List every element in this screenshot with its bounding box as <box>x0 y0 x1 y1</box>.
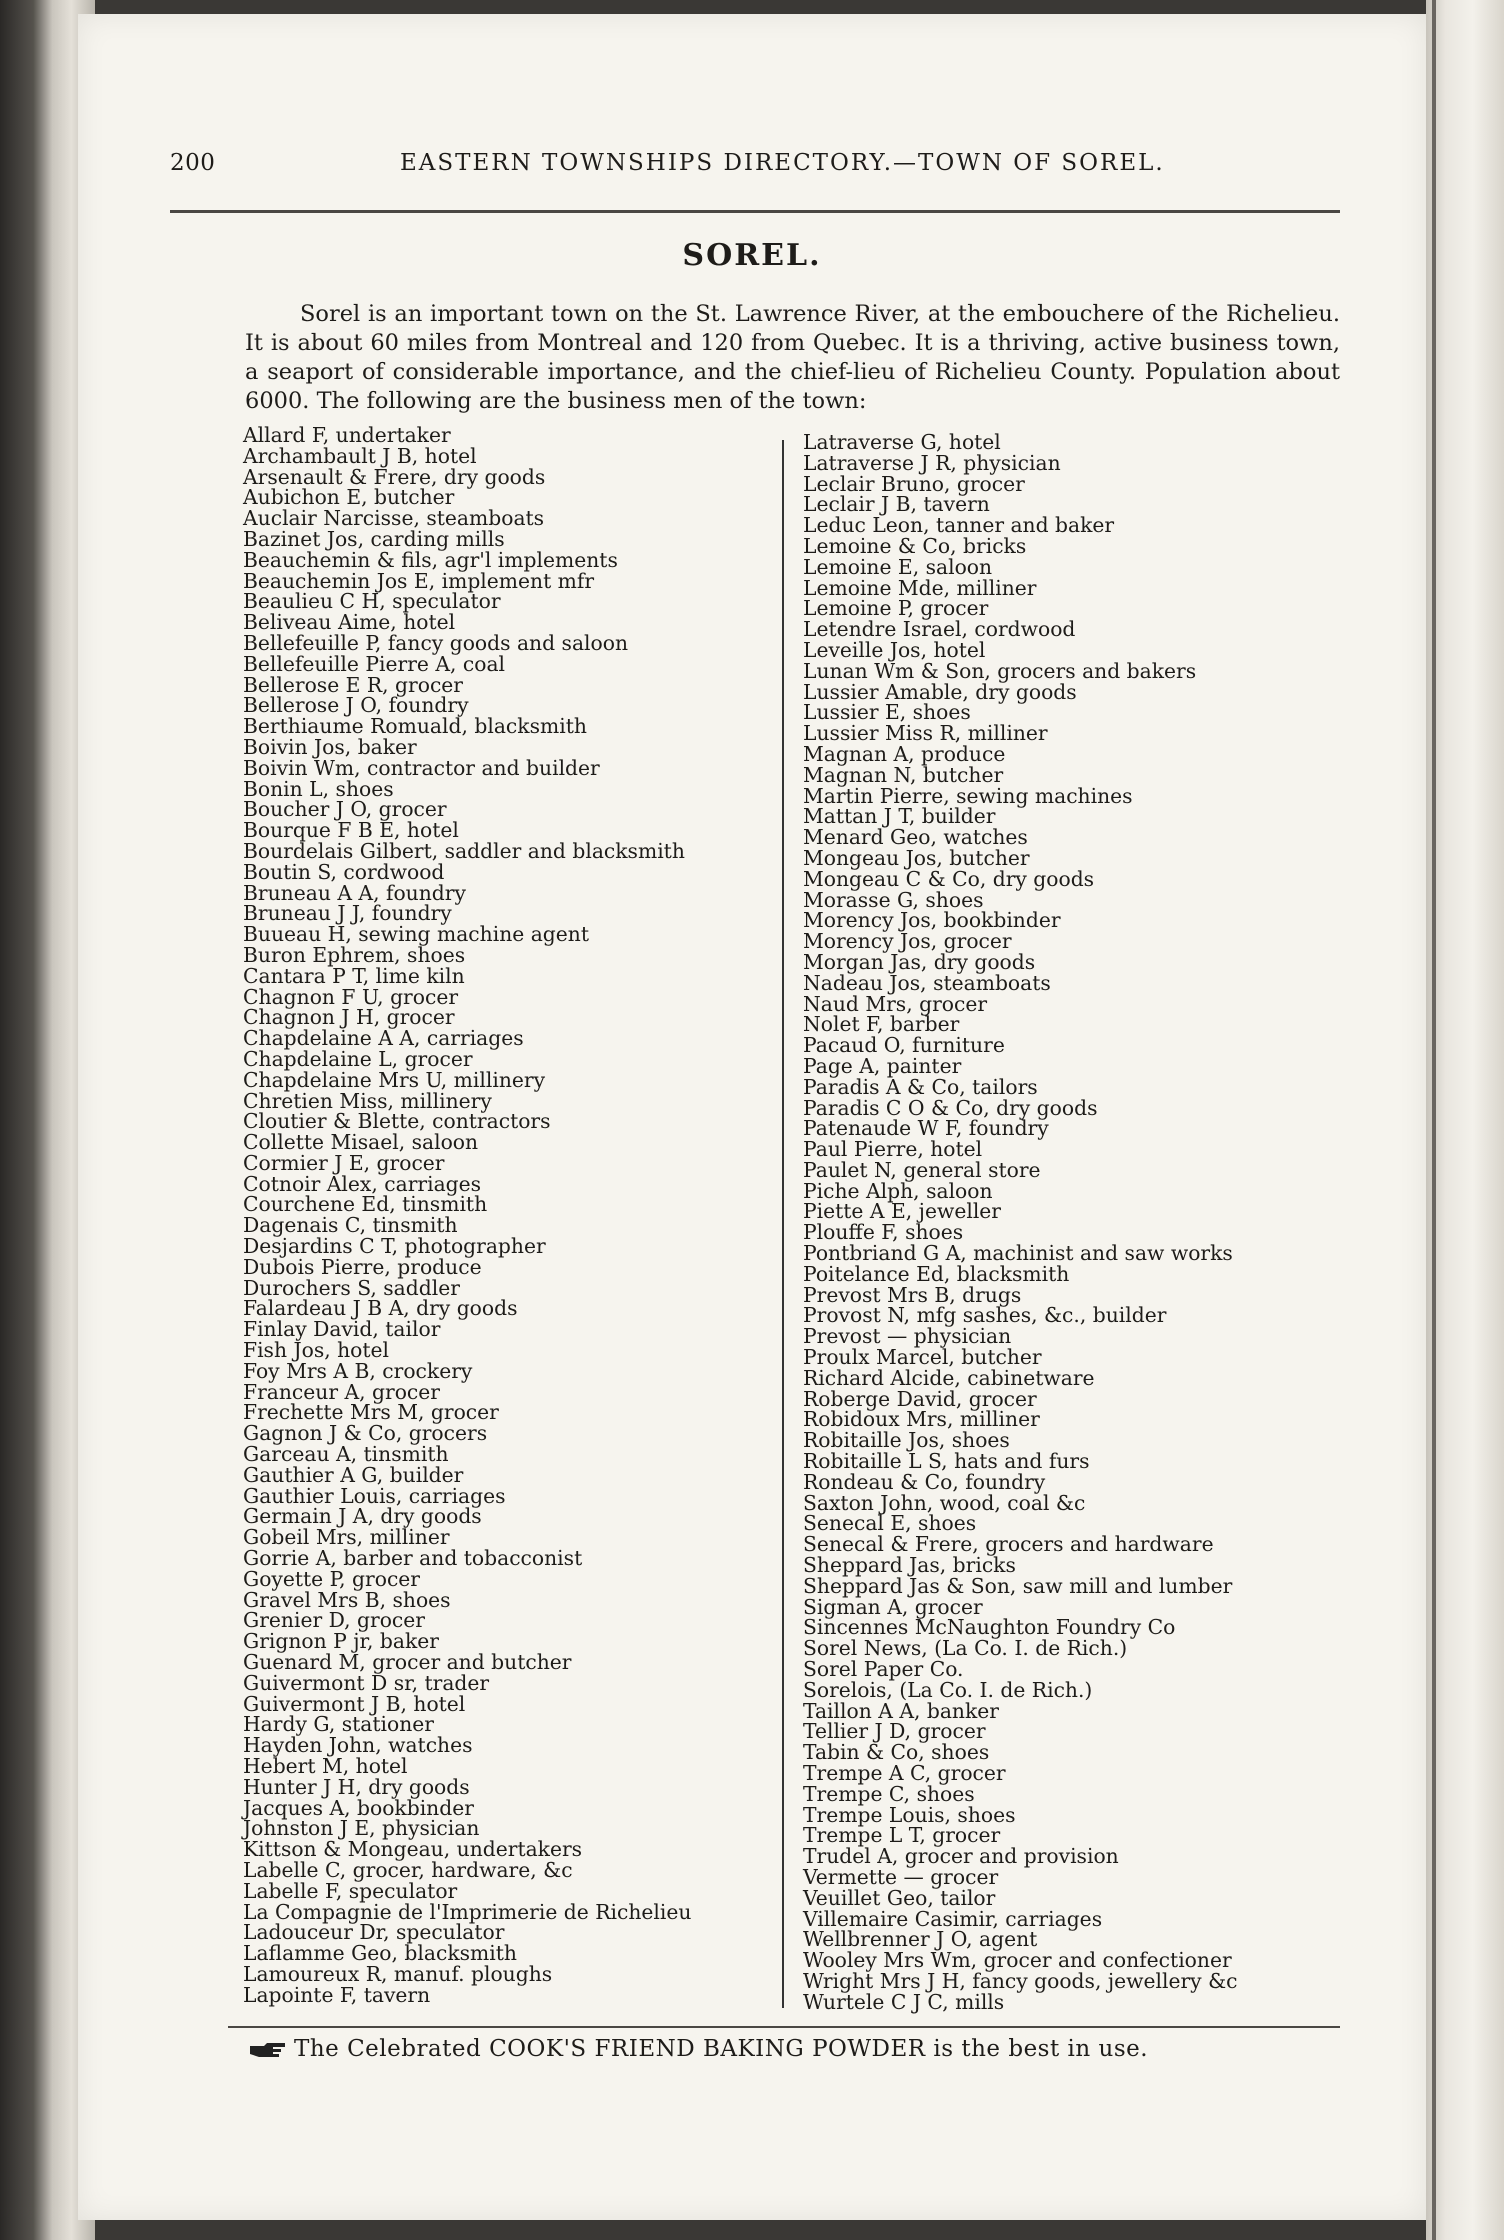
directory-entry: Beliveau Aime, hotel <box>243 610 456 635</box>
directory-entry: Leclair J B, tavern <box>803 492 990 517</box>
directory-entry: Lussier Amable, dry goods <box>803 679 1077 704</box>
directory-entry: Dubois Pierre, produce <box>243 1254 482 1279</box>
directory-entry: Chretien Miss, millinery <box>243 1088 492 1113</box>
directory-entry: Boivin Wm, contractor and builder <box>243 755 600 780</box>
directory-entry: Magnan N, butcher <box>803 762 1004 787</box>
directory-entry: Lemoine P, grocer <box>803 596 989 621</box>
directory-entry: Naud Mrs, grocer <box>803 991 988 1016</box>
directory-entry: Desjardins C T, photographer <box>243 1234 546 1259</box>
directory-entry: Tabin & Co, shoes <box>803 1740 990 1765</box>
directory-entry: Cormier J E, grocer <box>243 1150 445 1175</box>
running-header <box>170 148 1345 188</box>
footer-rule <box>228 2026 1340 2028</box>
directory-entry: Sheppard Jas, bricks <box>803 1553 1016 1578</box>
directory-entry: Labelle F, speculator <box>243 1878 458 1903</box>
directory-entry: Bonin L, shoes <box>243 776 394 801</box>
directory-entry: Berthiaume Romuald, blacksmith <box>243 714 587 739</box>
directory-entry: Boucher J O, grocer <box>243 797 447 822</box>
directory-entry: Pacaud O, furniture <box>803 1033 1005 1058</box>
directory-entry: Boivin Jos, baker <box>243 734 417 759</box>
header-title: EASTERN TOWNSHIPS DIRECTORY.—TOWN OF SOREL. <box>400 150 1165 176</box>
directory-entry: Taillon A A, banker <box>803 1698 999 1723</box>
directory-entry: Paulet N, general store <box>803 1157 1041 1182</box>
directory-entry: Lunan Wm & Son, grocers and bakers <box>803 658 1197 683</box>
directory-entry: Germain J A, dry goods <box>243 1504 482 1529</box>
directory-entry: Johnston J E, physician <box>243 1816 480 1841</box>
directory-entry: Allard F, undertaker <box>243 423 451 447</box>
directory-entry: Grenier D, grocer <box>243 1608 425 1633</box>
directory-entry: Laflamme Geo, blacksmith <box>243 1941 517 1966</box>
directory-entry: Frechette Mrs M, grocer <box>243 1400 499 1425</box>
directory-entry: Hebert M, hotel <box>243 1754 408 1778</box>
directory-entry: Dagenais C, tinsmith <box>243 1213 458 1238</box>
page-number: 200 <box>170 150 216 176</box>
directory-entry: Saxton John, wood, coal &c <box>803 1490 1086 1515</box>
directory-entry: Chagnon F U, grocer <box>243 984 459 1009</box>
directory-entry: Sincennes McNaughton Foundry Co <box>803 1615 1176 1640</box>
directory-entry: Page A, painter <box>803 1053 962 1078</box>
directory-entry: Aubichon E, butcher <box>243 485 455 510</box>
directory-entry: Leduc Leon, tanner and baker <box>803 513 1115 538</box>
directory-entry: Trempe Louis, shoes <box>803 1802 1016 1827</box>
directory-entry: Senecal & Frere, grocers and hardware <box>803 1532 1214 1557</box>
directory-entry: Wellbrenner J O, agent <box>803 1927 1038 1952</box>
directory-entry: Guivermont J B, hotel <box>243 1691 466 1716</box>
directory-entry: Prevost Mrs B, drugs <box>803 1282 1022 1307</box>
directory-entry: Ladouceur Dr, speculator <box>243 1920 505 1945</box>
directory-entry: Trempe A C, grocer <box>803 1761 1006 1785</box>
directory-entry: Guenard M, grocer and butcher <box>243 1650 572 1675</box>
directory-entry: Bourque F B E, hotel <box>243 818 459 843</box>
directory-entry: Chagnon J H, grocer <box>243 1005 455 1030</box>
directory-entry: Proulx Marcel, butcher <box>803 1345 1042 1370</box>
directory-entry: Robitaille Jos, shoes <box>803 1428 1010 1453</box>
directory-entry: Beaulieu C H, speculator <box>243 589 501 614</box>
directory-entry: Sheppard Jas & Son, saw mill and lumber <box>803 1573 1233 1598</box>
directory-entry: Garceau A, tinsmith <box>243 1442 449 1467</box>
directory-entry: Paul Pierre, hotel <box>803 1137 983 1162</box>
directory-entry: Gobeil Mrs, milliner <box>243 1525 450 1550</box>
directory-entry: Kittson & Mongeau, undertakers <box>243 1837 583 1862</box>
directory-entry: Labelle C, grocer, hardware, &c <box>243 1857 573 1882</box>
directory-entry: Piette A E, jeweller <box>803 1199 1001 1224</box>
directory-entry: Sigman A, grocer <box>803 1594 983 1619</box>
directory-entry: Nolet F, barber <box>803 1012 960 1037</box>
directory-entry: Cotnoir Alex, carriages <box>243 1171 482 1196</box>
directory-entry: Patenaude W F, foundry <box>803 1116 1049 1141</box>
directory-entry: Beauchemin Jos E, implement mfr <box>243 568 595 593</box>
directory-entry: Durochers S, saddler <box>243 1275 460 1300</box>
directory-entry: Mattan J T, builder <box>803 804 996 829</box>
directory-entry: Bazinet Jos, carding mills <box>243 526 505 551</box>
directory-entry: Piche Alph, saloon <box>803 1178 993 1203</box>
directory-entry: Paradis C O & Co, dry goods <box>803 1095 1098 1120</box>
intro-paragraph <box>245 300 1340 416</box>
directory-entry: Finlay David, tailor <box>243 1317 441 1342</box>
directory-entry: Grignon P jr, baker <box>243 1629 439 1654</box>
directory-entry: Bruneau J J, foundry <box>243 901 452 926</box>
directory-entry: Magnan A, produce <box>803 741 1006 766</box>
directory-entry: Gauthier A G, builder <box>243 1462 464 1487</box>
directory-entry: Hunter J H, dry goods <box>243 1774 470 1799</box>
directory-entry: Bellerose J O, foundry <box>243 693 469 718</box>
directory-entry: Trudel A, grocer and provision <box>803 1844 1119 1869</box>
directory-entry: Letendre Israel, cordwood <box>803 617 1076 642</box>
directory-entry: Paradis A & Co, tailors <box>803 1074 1038 1099</box>
column-divider <box>782 440 784 2008</box>
directory-entry: Lussier Miss R, milliner <box>803 721 1048 746</box>
book-edge-right <box>1426 0 1504 2240</box>
directory-entry: Martin Pierre, sewing machines <box>803 783 1133 808</box>
directory-entry: Guivermont D sr, trader <box>243 1670 490 1695</box>
directory-entry: Latraverse G, hotel <box>803 430 1001 454</box>
directory-entry: Wurtele C J C, mills <box>803 1989 1005 2014</box>
directory-entry: Lapointe F, tavern <box>243 1982 431 2007</box>
directory-entry: Poitelance Ed, blacksmith <box>803 1261 1070 1286</box>
directory-entry: Gravel Mrs B, shoes <box>243 1587 451 1612</box>
directory-entry: Mongeau Jos, butcher <box>803 845 1030 870</box>
directory-entry: Prevost — physician <box>803 1324 1012 1349</box>
directory-entry: La Compagnie de l'Imprimerie de Richelieu <box>243 1899 692 1924</box>
directory-entry: Mongeau C & Co, dry goods <box>803 866 1095 891</box>
directory-entry: Goyette P, grocer <box>243 1566 420 1591</box>
directory-entry: Nadeau Jos, steamboats <box>803 970 1051 995</box>
directory-entry: Cantara P T, lime kiln <box>243 963 465 988</box>
directory-entry: Bellefeuille P, fancy goods and saloon <box>243 630 629 655</box>
directory-entry: Sorelois, (La Co. I. de Rich.) <box>803 1677 1093 1702</box>
directory-entry: Gauthier Louis, carriages <box>243 1483 506 1508</box>
directory-entry: Sorel News, (La Co. I. de Rich.) <box>803 1636 1128 1661</box>
header-rule <box>170 210 1340 213</box>
directory-entry: Trempe C, shoes <box>803 1781 975 1806</box>
directory-entry: Lemoine E, saloon <box>803 554 993 579</box>
directory-entry: Robidoux Mrs, milliner <box>803 1407 1040 1432</box>
directory-entry: Provost N, mfg sashes, &c., builder <box>803 1303 1167 1328</box>
directory-entry: Falardeau J B A, dry goods <box>243 1296 518 1321</box>
directory-entry: Morency Jos, bookbinder <box>803 908 1061 933</box>
directory-entry: Roberge David, grocer <box>803 1386 1037 1411</box>
directory-entry: Gorrie A, barber and tobacconist <box>243 1546 583 1571</box>
directory-entry: Chapdelaine L, grocer <box>243 1046 473 1071</box>
directory-entry: Senecal E, shoes <box>803 1511 977 1536</box>
right-listing-column <box>803 432 1363 2013</box>
directory-entry: Lamoureux R, manuf. ploughs <box>243 1961 553 1986</box>
directory-entry: Lemoine Mde, milliner <box>803 575 1037 600</box>
directory-entry: Fish Jos, hotel <box>243 1338 390 1363</box>
directory-entry: Trempe L T, grocer <box>803 1823 1001 1848</box>
directory-entry: Villemaire Casimir, carriages <box>803 1906 1103 1931</box>
directory-entry: Leveille Jos, hotel <box>803 637 986 662</box>
directory-entry: Tellier J D, grocer <box>803 1719 986 1744</box>
directory-entry: Bourdelais Gilbert, saddler and blacksmith <box>243 838 685 863</box>
directory-entry: Hayden John, watches <box>243 1733 473 1758</box>
directory-entry: Sorel Paper Co. <box>803 1657 964 1682</box>
footer-advert <box>248 2036 1148 2062</box>
directory-entry: Leclair Bruno, grocer <box>803 471 1025 496</box>
directory-entry: Archambault J B, hotel <box>243 443 477 468</box>
intro-text: Sorel is an important town on the St. Lawrence River, at the embouchere of the Richelieu. It is about 60 miles from Montreal and 120 from Quebec. It is a thriving, active business town, a seaport of considerable importance, and the chief-lieu of Richelieu County. Population about 6000. The following are the business men of the town: <box>245 301 1340 414</box>
directory-entry: Morasse G, shoes <box>803 887 984 912</box>
directory-entry: Foy Mrs A B, crockery <box>243 1358 473 1383</box>
directory-entry: Bruneau A A, foundry <box>243 880 466 905</box>
directory-entry: Bellerose E R, grocer <box>243 672 464 697</box>
directory-entry: Hardy G, stationer <box>243 1712 434 1737</box>
directory-entry: Rondeau & Co, foundry <box>803 1469 1046 1494</box>
directory-entry: Richard Alcide, cabinetware <box>803 1365 1095 1390</box>
footer-text: The Celebrated COOK'S FRIEND BAKING POWDER is the best in use. <box>294 2036 1149 2062</box>
directory-entry: Jacques A, bookbinder <box>243 1795 474 1820</box>
directory-entry: Lemoine & Co, bricks <box>803 533 1027 558</box>
directory-entry: Gagnon J & Co, grocers <box>243 1421 488 1446</box>
directory-entry: Arsenault & Frere, dry goods <box>243 464 546 489</box>
directory-entry: Cloutier & Blette, contractors <box>243 1109 551 1134</box>
directory-entry: Veuillet Geo, tailor <box>803 1885 996 1910</box>
pointing-hand-icon <box>248 2041 288 2059</box>
directory-entry: Buueau H, sewing machine agent <box>243 922 589 947</box>
left-listing-column <box>243 425 773 2006</box>
directory-entry: Courchene Ed, tinsmith <box>243 1192 488 1217</box>
directory-entry: Buron Ephrem, shoes <box>243 942 466 967</box>
directory-entry: Lussier E, shoes <box>803 700 971 725</box>
directory-entry: Collette Misael, saloon <box>243 1130 479 1155</box>
directory-entry: Auclair Narcisse, steamboats <box>243 506 545 531</box>
directory-entry: Boutin S, cordwood <box>243 859 445 884</box>
directory-entry: Latraverse J R, physician <box>803 450 1061 475</box>
directory-entry: Morgan Jas, dry goods <box>803 949 1036 974</box>
directory-entry: Franceur A, grocer <box>243 1379 440 1404</box>
directory-entry: Plouffe F, shoes <box>803 1220 964 1245</box>
directory-entry: Vermette — grocer <box>803 1864 999 1889</box>
directory-entry: Pontbriand G A, machinist and saw works <box>803 1241 1233 1266</box>
directory-entry: Chapdelaine Mrs U, millinery <box>243 1067 546 1092</box>
section-title: SOREL. <box>682 238 822 273</box>
directory-entry: Bellefeuille Pierre A, coal <box>243 651 506 676</box>
directory-entry: Robitaille L S, hats and furs <box>803 1449 1090 1474</box>
directory-entry: Morency Jos, grocer <box>803 929 1012 954</box>
directory-entry: Chapdelaine A A, carriages <box>243 1026 524 1051</box>
directory-entry: Beauchemin & fils, agr'l implements <box>243 547 618 572</box>
directory-entry: Menard Geo, watches <box>803 825 1028 850</box>
directory-entry: Wright Mrs J H, fancy goods, jewellery &c <box>803 1968 1238 1993</box>
directory-entry: Wooley Mrs Wm, grocer and confectioner <box>803 1948 1232 1973</box>
